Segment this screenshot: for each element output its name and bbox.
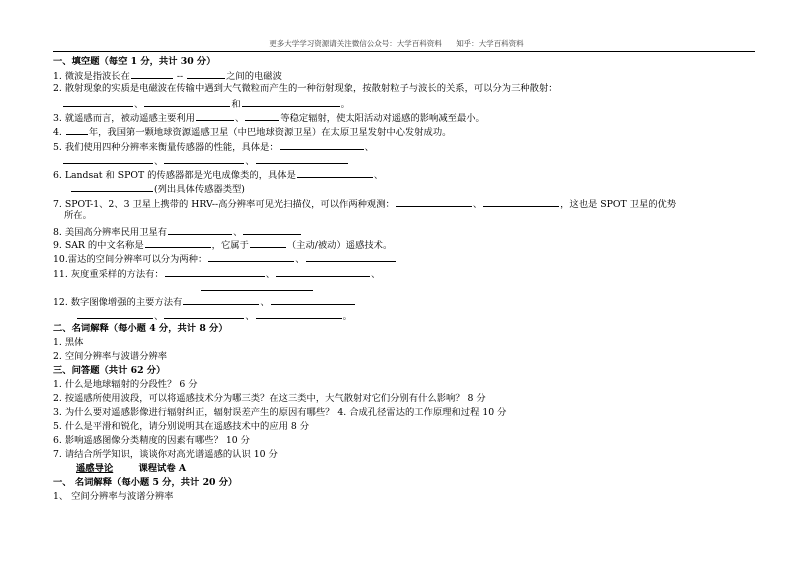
blank[interactable] — [297, 168, 373, 178]
blank[interactable] — [483, 197, 559, 207]
blank[interactable] — [242, 97, 340, 107]
section-terms-title: 二、名词解释（每小题 4 分，共计 8 分） — [53, 323, 228, 334]
term-2: 2. 空间分辨率与波谱分辨率 — [53, 351, 168, 362]
q10-text: 10.雷达的空间分辨率可以分为两种： — [53, 254, 208, 265]
q10-sep: 、 — [295, 254, 305, 265]
qa-1: 1. 什么是地球辐射的分段性？ 6 分 — [53, 379, 198, 390]
blank[interactable] — [196, 111, 234, 121]
q7-text-a: 7. SPOT-1、2、3 卫星上携带的 HRV--高分辨率可见光扫描仪，可以作两种观测： — [53, 199, 395, 210]
q7-sep: 、 — [472, 199, 483, 210]
exam-title — [76, 463, 186, 475]
section-terms-title-2: 一、 名词解释（每小题 5 分，共计 20 分） — [53, 477, 238, 488]
question-7-cont: 所在。 — [64, 210, 92, 221]
blank[interactable] — [306, 252, 396, 262]
q2-end: 。 — [340, 99, 350, 110]
question-8 — [53, 225, 302, 239]
question-7 — [53, 197, 676, 211]
blank[interactable] — [201, 281, 313, 291]
q12-end: 。 — [342, 311, 352, 322]
blank[interactable] — [144, 97, 230, 107]
q5-sep: 、 — [154, 156, 164, 167]
q5-sep: 、 — [245, 156, 255, 167]
term-b1: 1、 空间分辨率与波谱分辨率 — [53, 491, 174, 502]
q5-sep: 、 — [364, 142, 374, 153]
blank[interactable] — [66, 125, 88, 135]
qa-5: 5. 什么是平滑和锐化，请分别说明其在遥感技术中的应用 8 分 — [53, 421, 310, 432]
question-12 — [53, 295, 356, 309]
question-11 — [53, 267, 380, 281]
q12-sep: 、 — [154, 311, 164, 322]
q3-text-c: 等稳定辐射，使太阳活动对遥感的影响减至最小。 — [280, 113, 485, 124]
q1-text-b: -- — [173, 71, 187, 82]
q6-text: 6. Landsat 和 SPOT 的传感器都是光电成像类的，具体是 — [53, 170, 296, 181]
q4-text-a: 4. — [53, 127, 65, 138]
blank[interactable] — [168, 225, 232, 235]
q4-text-b: 年，我国第一颗地球资源遥感卫星（中巴地球资源卫星）在太原卫星发射中心发射成功。 — [88, 127, 452, 138]
q3-sep: 、 — [234, 113, 245, 124]
question-6-note — [70, 182, 245, 196]
q11-sep: 、 — [371, 269, 381, 280]
q9-text-b: ，它属于 — [211, 240, 249, 251]
section-qa-title: 三、问答题（共计 62 分） — [53, 365, 166, 376]
q9-text-a: 9. SAR 的中文名称是 — [53, 240, 144, 251]
blank[interactable] — [245, 111, 279, 121]
q12-text: 12. 数字图像增强的主要方法有 — [53, 297, 183, 308]
blank[interactable] — [208, 252, 294, 262]
q2-and: 和 — [231, 99, 241, 110]
question-6 — [53, 168, 383, 182]
q11-text: 11. 灰度重采样的方法有： — [53, 269, 164, 280]
question-9 — [53, 238, 392, 252]
q6-note: (列出具体传感器类型) — [154, 184, 245, 195]
qa-3: 3. 为什么要对遥感影像进行辐射纠正，辐射误差产生的原因有哪些？ 4. 合成孔径雷达的工作原理和过程 10 分 — [53, 407, 507, 418]
exam-paper: 课程试卷 A — [138, 463, 187, 474]
blank[interactable] — [145, 238, 211, 248]
blank[interactable] — [256, 154, 348, 164]
header-promo: 更多大学学习资源请关注微信公众号：大学百科资料 — [269, 39, 442, 48]
question-11-blank — [200, 281, 314, 295]
exam-course: 遥感导论 — [76, 463, 114, 474]
question-4 — [53, 125, 451, 139]
q12-sep: 、 — [245, 311, 255, 322]
q2-sep: 、 — [134, 99, 144, 110]
question-5 — [53, 140, 374, 154]
q3-text-a: 3. 就遥感而言，被动遥感主要利用 — [53, 113, 195, 124]
blank[interactable] — [187, 69, 225, 79]
blank[interactable] — [280, 140, 364, 150]
header-rule — [53, 51, 755, 52]
qa-6: 6. 影响遥感图像分类精度的因素有哪些？ 10 分 — [53, 435, 250, 446]
question-1 — [53, 69, 282, 83]
blank[interactable] — [271, 295, 355, 305]
blank[interactable] — [63, 97, 133, 107]
blank[interactable] — [77, 309, 153, 319]
q7-text-b: ，这也是 SPOT 卫星的优势 — [560, 199, 677, 210]
qa-7: 7. 请结合所学知识，谈谈你对高光谱遥感的认识 10 分 — [53, 449, 278, 460]
blank[interactable] — [396, 197, 472, 207]
blank[interactable] — [164, 309, 244, 319]
q11-sep: 、 — [265, 269, 276, 280]
blank[interactable] — [250, 238, 286, 248]
q8-sep: 、 — [233, 227, 243, 238]
blank[interactable] — [164, 154, 244, 164]
q1-text-c: 之间的电磁波 — [226, 71, 282, 82]
blank[interactable] — [276, 267, 370, 277]
header-zhihu: 知乎：大学百科资料 — [456, 39, 524, 48]
page-header — [0, 38, 793, 49]
blank[interactable] — [131, 69, 173, 79]
q12-sep: 、 — [260, 297, 270, 308]
q6-sep: 、 — [373, 170, 384, 181]
question-2: 2. 散射现象的实质是电磁波在传输中遇到大气微粒而产生的一种衍射现象，按散射粒子与波长的关系，可以分为三种散射： — [53, 83, 558, 94]
blank[interactable] — [183, 295, 259, 305]
section-fill-blank-title: 一、填空题（每空 1 分，共计 30 分） — [53, 56, 216, 67]
blank[interactable] — [243, 225, 301, 235]
question-2-blanks — [62, 97, 350, 111]
q9-text-c: （主动/被动）遥感技术。 — [286, 240, 393, 251]
blank[interactable] — [71, 182, 153, 192]
term-1: 1. 黑体 — [53, 337, 84, 348]
blank[interactable] — [256, 309, 342, 319]
question-5-blanks — [62, 154, 349, 168]
blank[interactable] — [63, 154, 153, 164]
question-10 — [53, 252, 397, 266]
q8-text: 8. 美国高分辨率民用卫星有 — [53, 227, 168, 238]
q1-text-a: 1. 微波是指波长在 — [53, 71, 130, 82]
question-3 — [53, 111, 485, 125]
question-12-blanks — [76, 309, 352, 323]
q5-text: 5. 我们使用四种分辨率来衡量传感器的性能，具体是： — [53, 142, 279, 153]
qa-2: 2. 按遥感所使用波段，可以将遥感技术分为哪三类？在这三类中，大气散射对它们分别有什么影响？ 8 分 — [53, 393, 486, 404]
blank[interactable] — [165, 267, 265, 277]
